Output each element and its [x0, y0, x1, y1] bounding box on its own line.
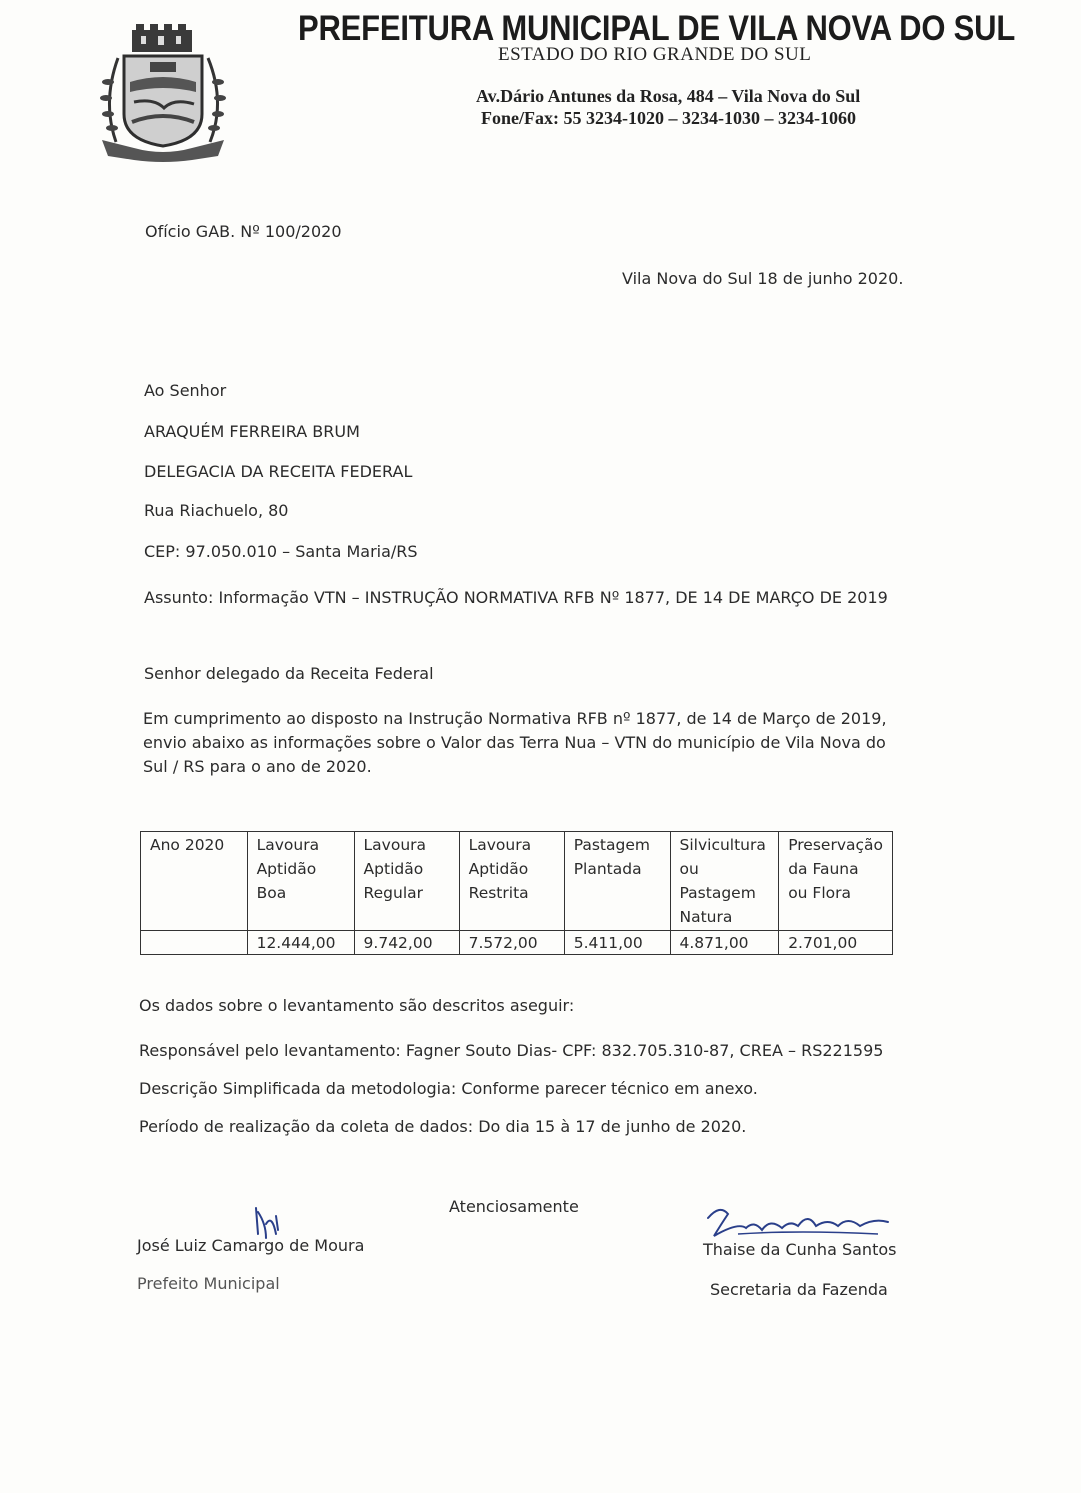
recipient-name: ARAQUÉM FERREIRA BRUM — [144, 422, 360, 441]
header-cell-lavoura-regular: Lavoura Aptidão Regular — [354, 832, 459, 931]
value-cell-pastagem-plantada: 5.411,00 — [564, 931, 670, 955]
date-line: Vila Nova do Sul 18 de junho 2020. — [622, 269, 904, 288]
value-cell-lavoura-regular: 9.742,00 — [354, 931, 459, 955]
survey-intro: Os dados sobre o levantamento são descritos aseguir: — [139, 996, 575, 1015]
recipient-greeting: Ao Senhor — [144, 381, 227, 400]
survey-responsible: Responsável pelo levantamento: Fagner Souto Dias- CPF: 832.705.310-87, CREA – RS221595 — [139, 1041, 884, 1060]
body-paragraph — [143, 707, 887, 779]
header-cell-pastagem-plantada: Pastagem Plantada — [564, 832, 670, 931]
body-line: envio abaixo as informações sobre o Valor das Terra Nua – VTN do município de Vila Nova do — [143, 733, 886, 752]
value-cell-silvicultura: 4.871,00 — [670, 931, 779, 955]
value-cell-lavoura-restrita: 7.572,00 — [459, 931, 564, 955]
office-reference: Ofício GAB. Nº 100/2020 — [145, 222, 342, 241]
municipal-coat-of-arms — [94, 22, 242, 162]
municipality-title: PREFEITURA MUNICIPAL DE VILA NOVA DO SUL — [298, 8, 1016, 49]
closing: Atenciosamente — [449, 1197, 579, 1216]
survey-period: Período de realização da coleta de dados: Do dia 15 à 17 de junho de 2020. — [139, 1117, 747, 1136]
address-line: Av.Dário Antunes da Rosa, 484 – Vila Nova do Sul — [476, 86, 861, 106]
recipient-street: Rua Riachuelo, 80 — [144, 501, 289, 520]
table-header-row — [141, 832, 893, 931]
survey-methodology: Descrição Simplificada da metodologia: Conforme parecer técnico em anexo. — [139, 1079, 758, 1098]
subject-line: Assunto: Informação VTN – INSTRUÇÃO NORMATIVA RFB Nº 1877, DE 14 DE MARÇO DE 2019 — [144, 588, 888, 607]
header-cell-preservacao: Preservação da Fauna ou Flora — [779, 832, 893, 931]
phone-line: Fone/Fax: 55 3234-1020 – 3234-1030 – 3234-1060 — [481, 108, 856, 128]
value-cell-preservacao: 2.701,00 — [779, 931, 893, 955]
header-cell-lavoura-restrita: Lavoura Aptidão Restrita — [459, 832, 564, 931]
table-row — [141, 931, 893, 955]
treasury-signature — [698, 1200, 898, 1244]
treasury-name: Thaise da Cunha Santos — [703, 1240, 897, 1259]
salutation: Senhor delegado da Receita Federal — [144, 664, 434, 683]
mayor-name: José Luiz Camargo de Moura — [137, 1236, 365, 1255]
header-cell-year: Ano 2020 — [141, 832, 248, 931]
body-line: Sul / RS para o ano de 2020. — [143, 757, 372, 776]
recipient-office: DELEGACIA DA RECEITA FEDERAL — [144, 462, 413, 481]
vtn-table — [140, 831, 893, 955]
header-cell-silvicultura: Silvicultura ou Pastagem Natura — [670, 832, 779, 931]
value-cell-lavoura-boa: 12.444,00 — [247, 931, 354, 955]
state-name: ESTADO DO RIO GRANDE DO SUL — [498, 44, 812, 65]
header-cell-lavoura-boa: Lavoura Aptidão Boa — [247, 832, 354, 931]
recipient-postal-code: CEP: 97.050.010 – Santa Maria/RS — [144, 542, 418, 561]
treasury-role: Secretaria da Fazenda — [710, 1280, 888, 1299]
body-line: Em cumprimento ao disposto na Instrução Normativa RFB nº 1877, de 14 de Março de 2019, — [143, 709, 887, 728]
mayor-role: Prefeito Municipal — [137, 1274, 280, 1293]
value-cell-year — [141, 931, 248, 955]
